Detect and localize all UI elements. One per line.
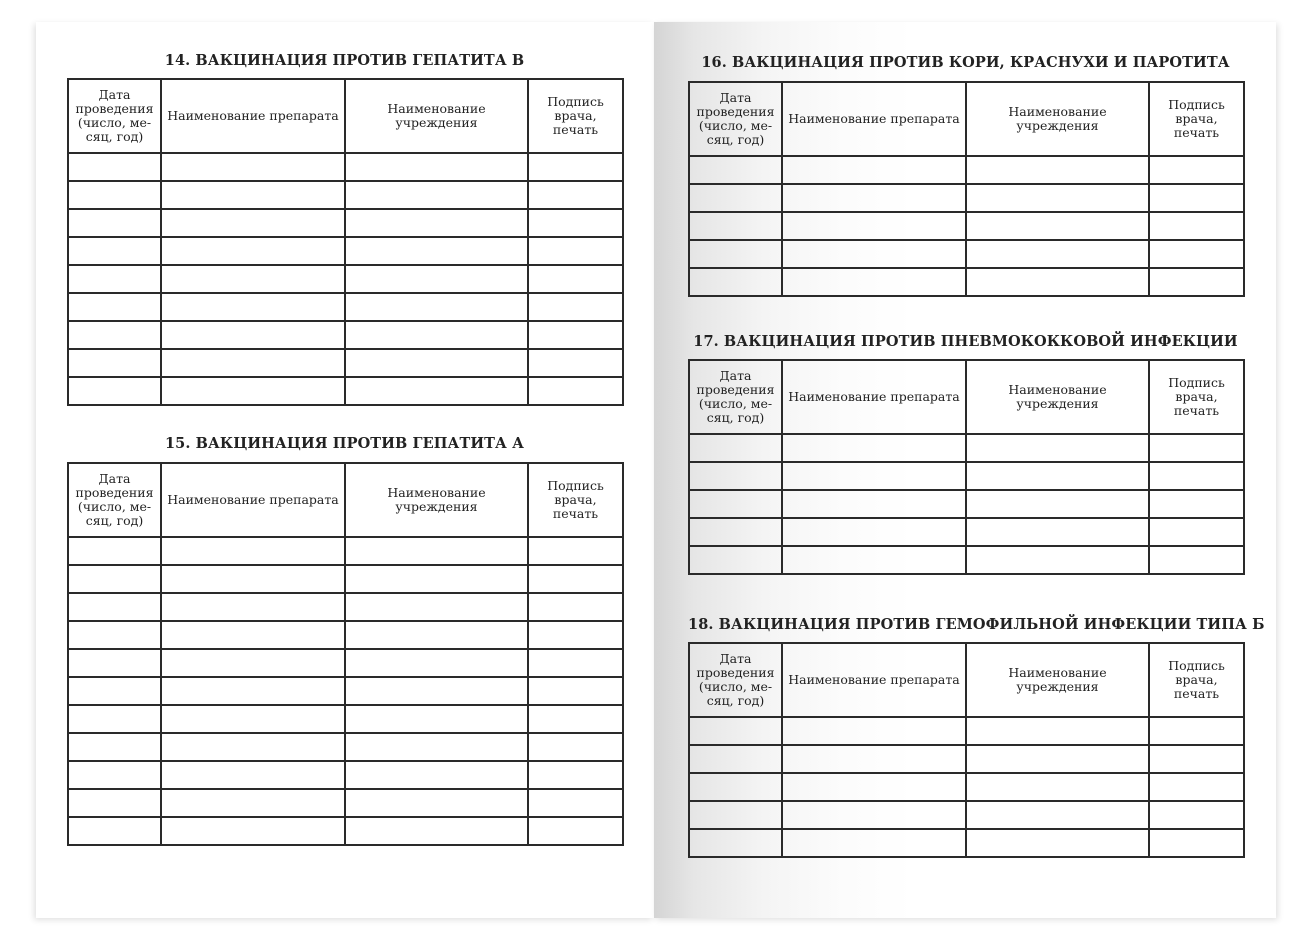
cell-date	[68, 293, 161, 321]
table-header-row	[689, 82, 1244, 156]
cell-drug	[161, 181, 345, 209]
table-row	[689, 156, 1244, 184]
table-row	[68, 349, 623, 377]
cell-signature	[528, 209, 623, 237]
cell-drug	[161, 733, 345, 761]
cell-signature	[1149, 490, 1244, 518]
cell-date	[689, 546, 782, 574]
cell-signature	[528, 817, 623, 845]
table-header-row	[68, 79, 623, 153]
section-title: 14. ВАКЦИНАЦИЯ ПРОТИВ ГЕПАТИТА В	[164, 52, 525, 69]
cell-institution	[345, 761, 528, 789]
cell-institution	[345, 649, 528, 677]
cell-drug	[782, 240, 966, 268]
cell-signature	[1149, 212, 1244, 240]
cell-signature	[1149, 801, 1244, 829]
cell-signature	[528, 565, 623, 593]
header-date: Дата проведения (число, ме-сяц, год)	[68, 79, 161, 153]
header-drug: Наименование препарата	[782, 643, 966, 717]
header-drug: Наименование препарата	[161, 79, 345, 153]
cell-date	[68, 537, 161, 565]
cell-drug	[782, 546, 966, 574]
table-row	[68, 537, 623, 565]
header-institution: Наименование учреждения	[966, 82, 1149, 156]
right-page	[654, 22, 1276, 918]
table-row	[68, 621, 623, 649]
section-title: 18. ВАКЦИНАЦИЯ ПРОТИВ ГЕМОФИЛЬНОЙ ИНФЕКЦИИ ТИПА Б	[688, 616, 1265, 633]
cell-date	[689, 773, 782, 801]
cell-signature	[1149, 240, 1244, 268]
cell-drug	[782, 829, 966, 857]
table-row	[68, 789, 623, 817]
header-drug: Наименование препарата	[161, 463, 345, 537]
cell-date	[68, 705, 161, 733]
table-row	[689, 434, 1244, 462]
vaccination-table	[67, 78, 624, 406]
cell-drug	[782, 184, 966, 212]
table-row	[68, 153, 623, 181]
cell-institution	[966, 212, 1149, 240]
cell-institution	[345, 349, 528, 377]
cell-signature	[1149, 745, 1244, 773]
cell-institution	[966, 462, 1149, 490]
cell-institution	[345, 153, 528, 181]
vaccination-table	[688, 642, 1245, 858]
cell-signature	[528, 621, 623, 649]
cell-date	[68, 209, 161, 237]
cell-date	[689, 212, 782, 240]
cell-date	[689, 518, 782, 546]
cell-drug	[782, 717, 966, 745]
cell-institution	[966, 717, 1149, 745]
vaccination-table	[67, 462, 624, 846]
cell-signature	[1149, 773, 1244, 801]
table-row	[68, 265, 623, 293]
cell-date	[689, 434, 782, 462]
cell-drug	[782, 745, 966, 773]
table-row	[689, 745, 1244, 773]
cell-date	[689, 829, 782, 857]
header-signature: Подпись врача, печать	[528, 463, 623, 537]
cell-institution	[345, 321, 528, 349]
table-row	[68, 237, 623, 265]
cell-date	[689, 490, 782, 518]
table-row	[689, 829, 1244, 857]
cell-institution	[345, 565, 528, 593]
cell-institution	[345, 789, 528, 817]
cell-institution	[966, 518, 1149, 546]
header-date: Дата проведения (число, ме-сяц, год)	[689, 643, 782, 717]
cell-drug	[782, 212, 966, 240]
cell-date	[68, 677, 161, 705]
cell-drug	[782, 434, 966, 462]
table-header-row	[68, 463, 623, 537]
cell-date	[68, 153, 161, 181]
cell-institution	[345, 817, 528, 845]
cell-drug	[161, 565, 345, 593]
cell-institution	[966, 184, 1149, 212]
cell-signature	[528, 593, 623, 621]
cell-date	[689, 240, 782, 268]
header-date: Дата проведения (число, ме-сяц, год)	[68, 463, 161, 537]
header-signature: Подпись врача, печать	[1149, 360, 1244, 434]
table-row	[689, 518, 1244, 546]
cell-institution	[966, 156, 1149, 184]
cell-signature	[1149, 546, 1244, 574]
vaccination-table	[688, 81, 1245, 297]
cell-date	[68, 377, 161, 405]
table-row	[68, 761, 623, 789]
header-date: Дата проведения (число, ме-сяц, год)	[689, 360, 782, 434]
cell-drug	[782, 462, 966, 490]
cell-signature	[528, 733, 623, 761]
cell-institution	[966, 240, 1149, 268]
cell-date	[68, 621, 161, 649]
table-row	[689, 184, 1244, 212]
section-title: 15. ВАКЦИНАЦИЯ ПРОТИВ ГЕПАТИТА А	[164, 435, 525, 452]
cell-drug	[782, 801, 966, 829]
cell-drug	[161, 153, 345, 181]
cell-drug	[161, 677, 345, 705]
cell-institution	[345, 377, 528, 405]
table-row	[68, 593, 623, 621]
cell-date	[68, 817, 161, 845]
cell-drug	[782, 773, 966, 801]
table-header-row	[689, 643, 1244, 717]
cell-signature	[528, 677, 623, 705]
cell-institution	[345, 593, 528, 621]
cell-signature	[528, 237, 623, 265]
cell-signature	[1149, 462, 1244, 490]
cell-date	[68, 649, 161, 677]
cell-signature	[528, 265, 623, 293]
vaccination-table	[688, 359, 1245, 575]
header-signature: Подпись врача, печать	[1149, 82, 1244, 156]
cell-institution	[966, 268, 1149, 296]
header-institution: Наименование учреждения	[345, 463, 528, 537]
cell-institution	[345, 705, 528, 733]
cell-date	[68, 181, 161, 209]
cell-institution	[966, 434, 1149, 462]
cell-drug	[161, 789, 345, 817]
cell-date	[689, 268, 782, 296]
cell-drug	[161, 817, 345, 845]
cell-signature	[528, 349, 623, 377]
cell-drug	[161, 293, 345, 321]
table-row	[68, 649, 623, 677]
cell-signature	[528, 153, 623, 181]
cell-signature	[1149, 156, 1244, 184]
cell-institution	[966, 829, 1149, 857]
cell-date	[68, 733, 161, 761]
table-row	[68, 817, 623, 845]
cell-date	[689, 156, 782, 184]
cell-drug	[161, 761, 345, 789]
cell-institution	[345, 209, 528, 237]
cell-signature	[528, 181, 623, 209]
cell-date	[689, 801, 782, 829]
cell-drug	[161, 537, 345, 565]
cell-date	[689, 717, 782, 745]
table-row	[689, 773, 1244, 801]
table-row	[68, 677, 623, 705]
table-row	[689, 240, 1244, 268]
cell-signature	[528, 377, 623, 405]
cell-institution	[966, 546, 1149, 574]
cell-date	[68, 789, 161, 817]
table-row	[689, 546, 1244, 574]
table-row	[689, 212, 1244, 240]
cell-signature	[1149, 434, 1244, 462]
table-row	[68, 321, 623, 349]
cell-signature	[528, 293, 623, 321]
section-title: 16. ВАКЦИНАЦИЯ ПРОТИВ КОРИ, КРАСНУХИ И ПАРОТИТА	[701, 54, 1230, 71]
table-row	[689, 462, 1244, 490]
cell-institution	[966, 801, 1149, 829]
cell-drug	[161, 649, 345, 677]
cell-date	[689, 462, 782, 490]
table-row	[68, 293, 623, 321]
header-drug: Наименование препарата	[782, 360, 966, 434]
cell-drug	[161, 237, 345, 265]
cell-signature	[528, 761, 623, 789]
header-date: Дата проведения (число, ме-сяц, год)	[689, 82, 782, 156]
cell-date	[68, 593, 161, 621]
cell-institution	[345, 265, 528, 293]
header-signature: Подпись врача, печать	[1149, 643, 1244, 717]
cell-drug	[782, 268, 966, 296]
cell-institution	[966, 490, 1149, 518]
cell-date	[689, 745, 782, 773]
cell-signature	[528, 649, 623, 677]
cell-date	[689, 184, 782, 212]
table-row	[68, 705, 623, 733]
cell-signature	[528, 705, 623, 733]
section-title: 17. ВАКЦИНАЦИЯ ПРОТИВ ПНЕВМОКОККОВОЙ ИНФЕКЦИИ	[693, 333, 1238, 350]
cell-drug	[161, 349, 345, 377]
cell-drug	[161, 377, 345, 405]
table-row	[68, 181, 623, 209]
cell-drug	[161, 593, 345, 621]
cell-institution	[345, 733, 528, 761]
cell-institution	[345, 621, 528, 649]
header-institution: Наименование учреждения	[966, 643, 1149, 717]
cell-institution	[345, 537, 528, 565]
table-header-row	[689, 360, 1244, 434]
cell-date	[68, 321, 161, 349]
table-row	[689, 717, 1244, 745]
cell-date	[68, 237, 161, 265]
header-drug: Наименование препарата	[782, 82, 966, 156]
cell-institution	[345, 181, 528, 209]
cell-signature	[528, 321, 623, 349]
table-row	[68, 377, 623, 405]
cell-drug	[782, 156, 966, 184]
cell-institution	[345, 293, 528, 321]
cell-drug	[161, 265, 345, 293]
cell-institution	[345, 237, 528, 265]
cell-signature	[1149, 717, 1244, 745]
cell-institution	[966, 773, 1149, 801]
cell-institution	[345, 677, 528, 705]
left-page	[36, 22, 654, 918]
cell-drug	[782, 518, 966, 546]
table-row	[689, 801, 1244, 829]
cell-date	[68, 565, 161, 593]
cell-signature	[528, 789, 623, 817]
header-institution: Наименование учреждения	[966, 360, 1149, 434]
table-row	[689, 268, 1244, 296]
cell-institution	[966, 745, 1149, 773]
cell-drug	[782, 490, 966, 518]
header-institution: Наименование учреждения	[345, 79, 528, 153]
header-signature: Подпись врача, печать	[528, 79, 623, 153]
cell-date	[68, 761, 161, 789]
table-row	[68, 733, 623, 761]
cell-drug	[161, 209, 345, 237]
cell-date	[68, 265, 161, 293]
cell-drug	[161, 621, 345, 649]
cell-date	[68, 349, 161, 377]
cell-signature	[528, 537, 623, 565]
table-row	[68, 565, 623, 593]
cell-drug	[161, 321, 345, 349]
cell-signature	[1149, 268, 1244, 296]
cell-drug	[161, 705, 345, 733]
cell-signature	[1149, 184, 1244, 212]
table-row	[68, 209, 623, 237]
table-row	[689, 490, 1244, 518]
cell-signature	[1149, 518, 1244, 546]
cell-signature	[1149, 829, 1244, 857]
